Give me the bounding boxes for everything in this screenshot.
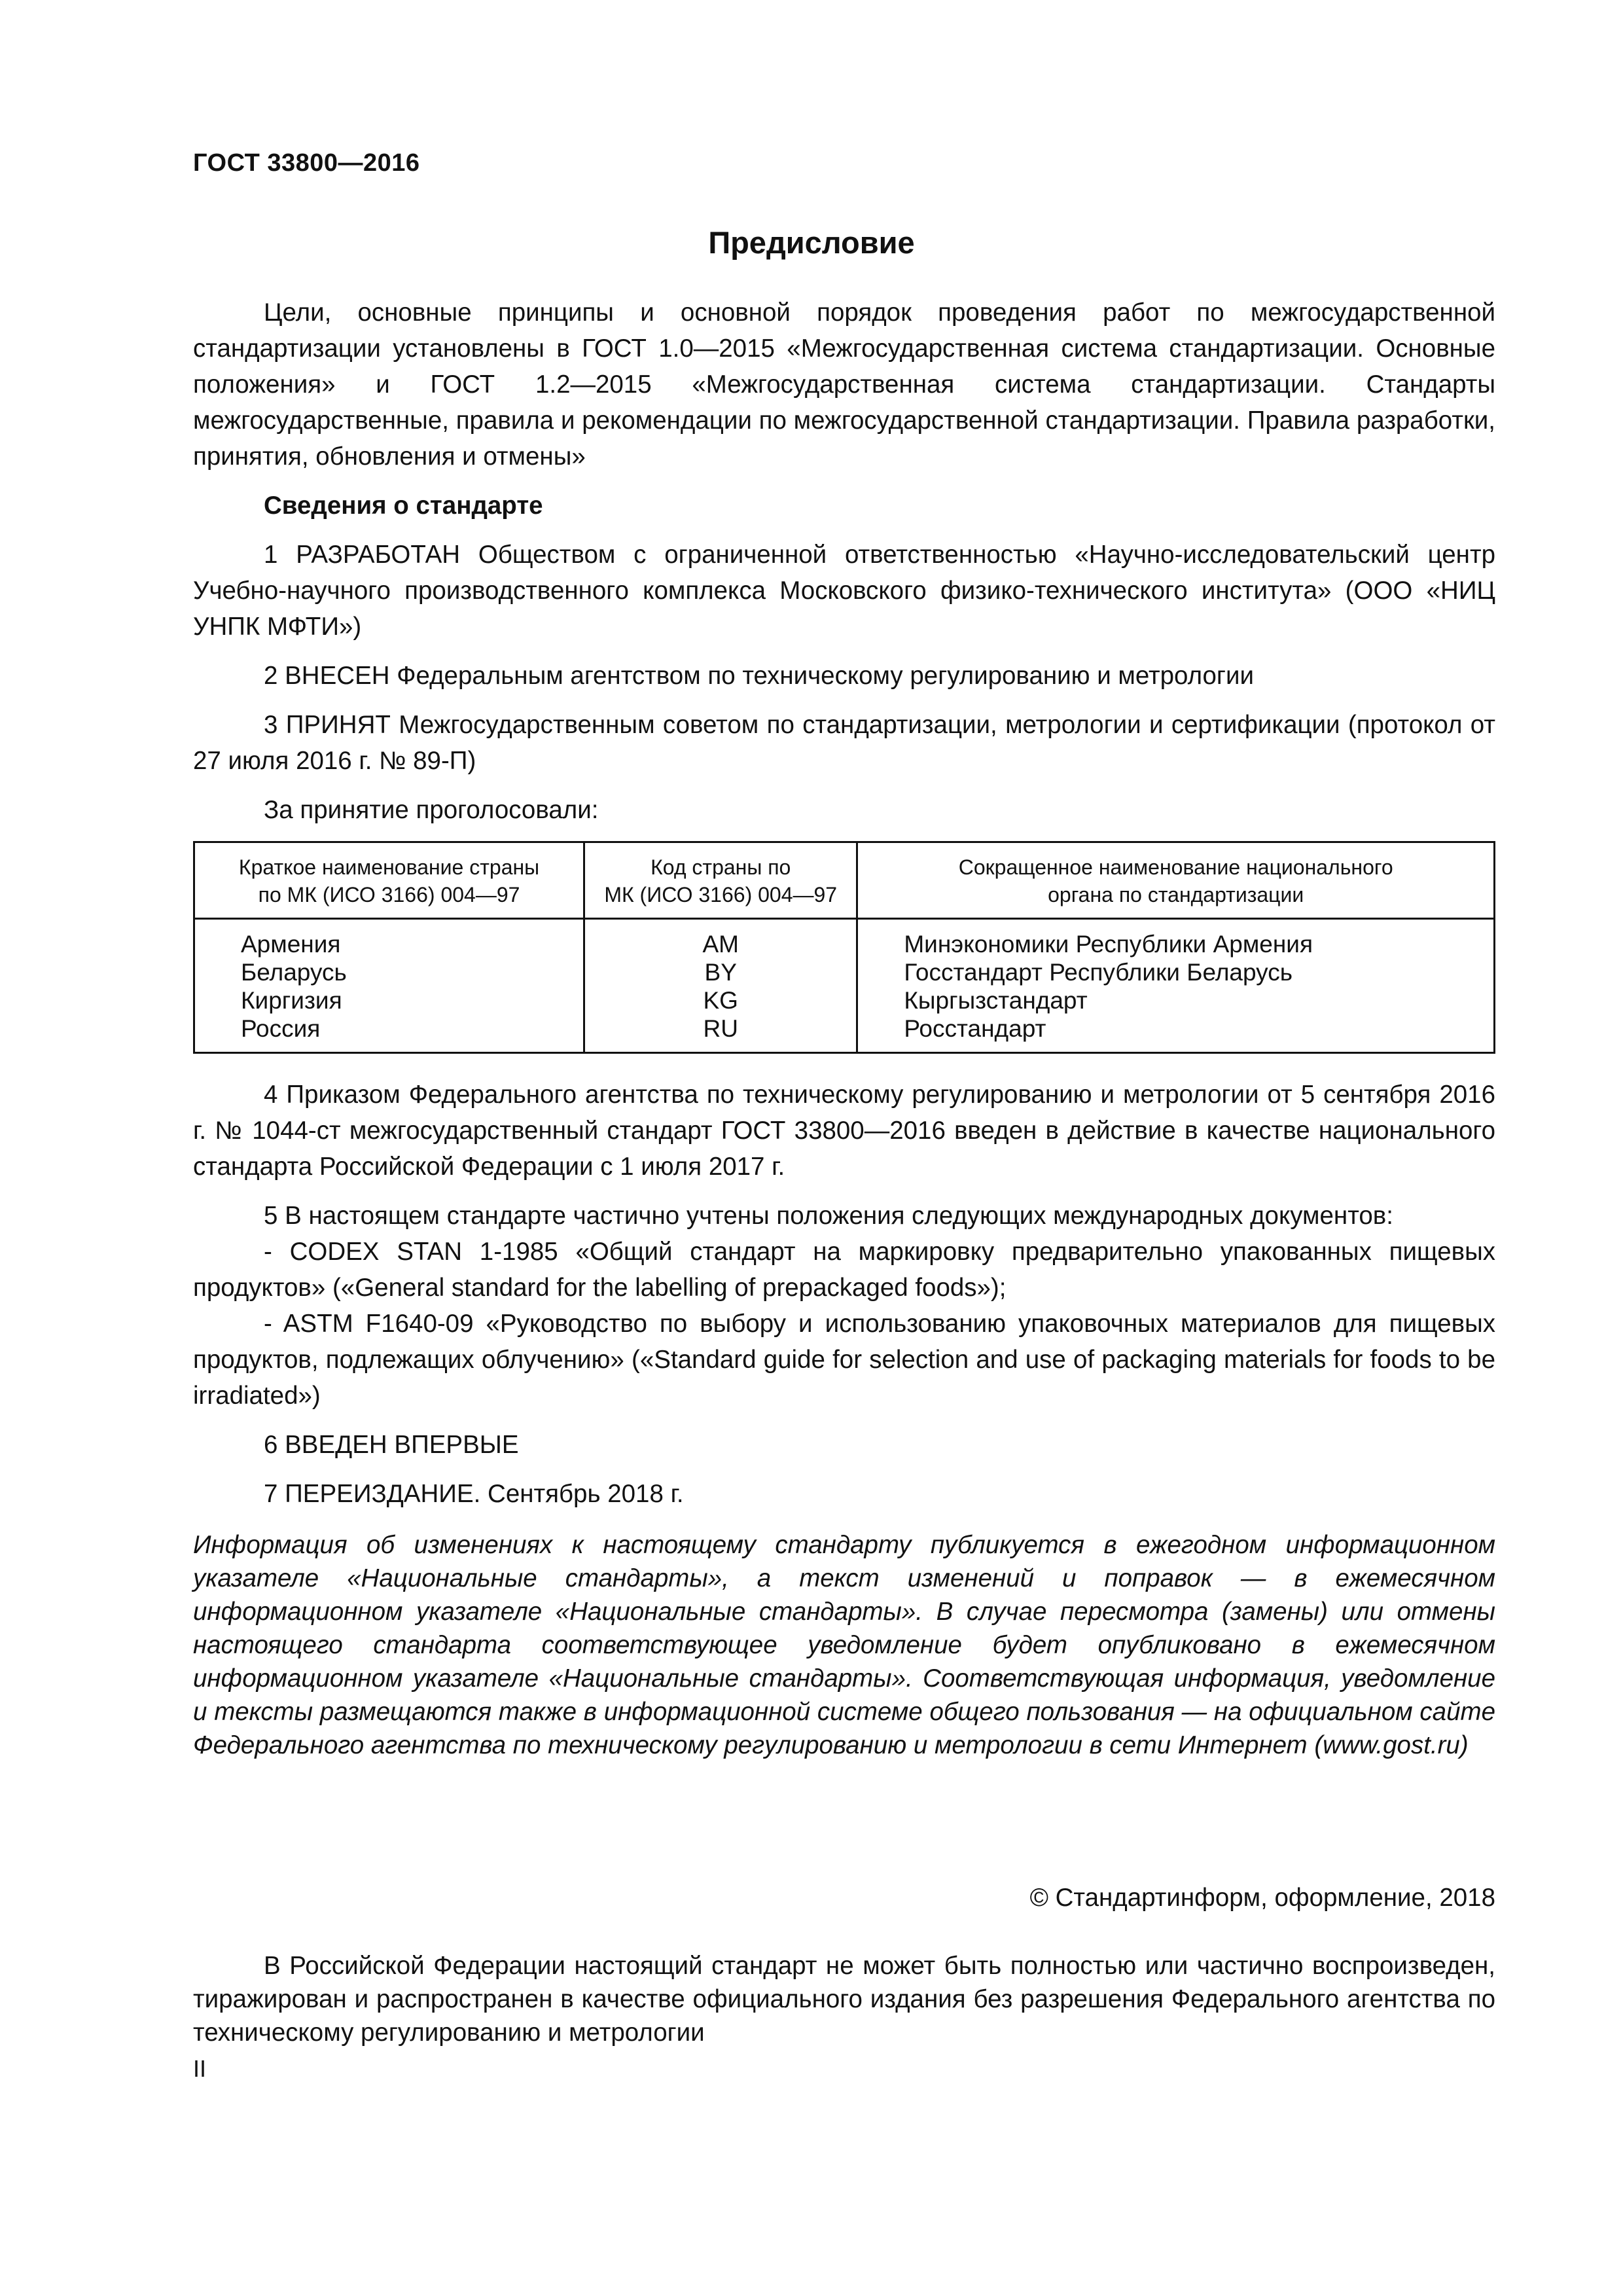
header-national-body [857, 842, 1495, 919]
item-6-first-introduced: 6 ВВЕДЕН ВПЕРВЫЕ [264, 1431, 519, 1459]
item-5-doc-codex: - CODEX STAN 1-1985 «Общий стандарт на маркировку предварительно упакованных пищевых продуктов» («General standard for the labelling of prepackaged foods»); [193, 1238, 1495, 1302]
item-7-reissue: 7 ПЕРЕИЗДАНИЕ. Сентябрь 2018 г. [264, 1480, 684, 1508]
country-name: Армения [241, 931, 341, 958]
voted-intro: За принятие проголосовали: [264, 796, 599, 824]
amendments-notice: Информация об изменениях к настоящему стандарту публикуется в ежегодном информационном указателе «Национальные стандарты», а текст изменений и поправок — в ежемесячном информационном указателе «Национальные стандарты». В случае пересмотра (замены) или отмены настоящего стандарта соответствующее уведомление будет опубликовано в ежемесячном информационном указателе «Национальные стандарты». Соответствующая информация, уведомление и тексты размещаются также в информационной системе общего пользования — на официальном сайте Федерального агентства по техническому регулированию и метрологии в сети Интернет (www.gost.ru) [193, 1531, 1495, 1759]
intro-paragraph: Цели, основные принципы и основной порядок проведения работ по межгосударственной стандартизации установлены в ГОСТ 1.0—2015 «Межгосударственная система стандартизации. Основные положения» и ГОСТ 1.2—2015 «Межгосударственная система стандартизации. Стандарты межгосударственные, правила и рекомендации по межгосударственной стандартизации. Правила разработки, принятия, обновления и отмены» [193, 298, 1495, 471]
national-body-name: Госстандарт Республики Беларусь [904, 959, 1293, 986]
item-2-introduced: 2 ВНЕСЕН Федеральным агентством по техническому регулированию и метрологии [264, 662, 1254, 690]
header-body-line1: Сокращенное наименование национального [958, 855, 1393, 879]
voting-table-wrapper [193, 841, 1495, 1054]
header-code-line2: МК (ИСО 3166) 004—97 [604, 883, 838, 906]
country-code: BY [704, 959, 737, 986]
code-column [584, 919, 857, 1053]
country-code: KG [703, 987, 738, 1014]
page-title: Предисловие [708, 225, 915, 260]
header-country-code [584, 842, 857, 919]
copyright-line: © Стандартинформ, оформление, 2018 [1029, 1884, 1495, 1912]
national-body-name: Минэкономики Республики Армения [904, 931, 1313, 958]
header-country-name [194, 842, 584, 919]
country-code: RU [703, 1015, 738, 1042]
item-3-adopted: 3 ПРИНЯТ Межгосударственным советом по стандартизации, метрологии и сертификации (протокол от 27 июля 2016 г. № 89-П) [193, 711, 1495, 775]
country-name: Беларусь [241, 959, 347, 986]
header-country-line1: Краткое наименование страны [238, 855, 540, 879]
national-body-name: Росстандарт [904, 1015, 1046, 1042]
foreword-body [193, 295, 1495, 1525]
item-4-order: 4 Приказом Федерального агентства по техническому регулированию и метрологии от 5 сентября 2016 г. № 1044-ст межгосударственный стандарт ГОСТ 33800—2016 введен в действие в качестве национального стандарта Российской Федерации с 1 июля 2017 г. [193, 1081, 1495, 1181]
header-body-line2: органа по стандартизации [1048, 883, 1304, 906]
document-code-header: ГОСТ 33800—2016 [193, 149, 420, 177]
page-number: II [193, 2055, 207, 2082]
country-code: AM [702, 931, 739, 958]
country-column [194, 919, 584, 1053]
item-5-doc-astm: - ASTM F1640-09 «Руководство по выбору и использованию упаковочных материалов для пищевых продуктов, подлежащих облучению» («Standard guide for selection and use of packaging materials for foods to be irradiated») [193, 1310, 1495, 1410]
item-5-intro: 5 В настоящем стандарте частично учтены положения следующих международных документов: [264, 1202, 1393, 1230]
reproduction-rights: В Российской Федерации настоящий стандарт не может быть полностью или частично воспроизведен, тиражирован и распространен в качестве официального издания без разрешения Федерального агентства по техническому регулированию и метрологии [193, 1952, 1495, 2047]
header-country-line2: по МК (ИСО 3166) 004—97 [258, 883, 520, 906]
national-body-name: Кыргызстандарт [904, 987, 1088, 1014]
voting-countries-table [193, 841, 1495, 1054]
header-code-line1: Код страны по [651, 855, 791, 879]
table-header-row [194, 842, 1495, 919]
national-body-column [857, 919, 1495, 1053]
standard-info-heading: Сведения о стандарте [264, 492, 543, 520]
country-name: Россия [241, 1015, 321, 1042]
country-name: Киргизия [241, 987, 342, 1014]
table-body-row [194, 919, 1495, 1053]
item-1-developed: 1 РАЗРАБОТАН Обществом с ограниченной ответственностью «Научно-исследовательский центр Учебно-научного производственного комплекса Московского физико-технического института» (ООО «НИЦ УНПК МФТИ») [193, 541, 1495, 641]
